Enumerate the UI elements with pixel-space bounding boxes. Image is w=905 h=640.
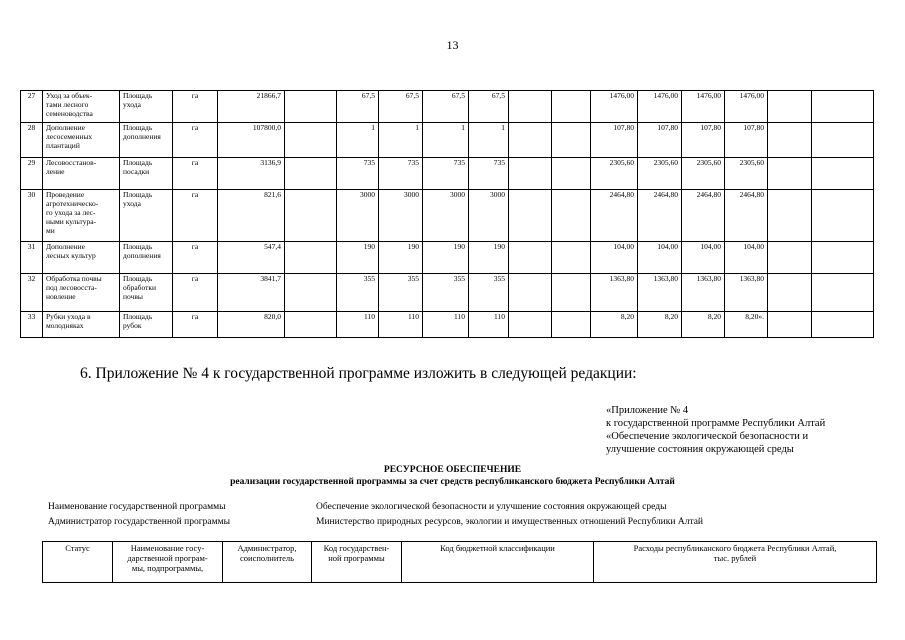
funding-cell: 2305,60 [591, 158, 638, 190]
volume-cell: 190 [423, 242, 469, 274]
volume-cell: 355 [469, 274, 509, 312]
volume-cell: 3000 [379, 190, 423, 242]
funding-cell: 104,00 [638, 242, 682, 274]
empty-cell [285, 123, 337, 158]
funding-cell: 2305,60 [682, 158, 725, 190]
row-number-cell: 33 [21, 312, 43, 338]
funding-cell: 107,80 [682, 123, 725, 158]
volume-cell: 190 [337, 242, 379, 274]
indicator-cell: Площадь посадки [120, 158, 173, 190]
funding-cell: 8,20 [638, 312, 682, 338]
table-row [21, 312, 874, 338]
funding-cell: 107,80 [725, 123, 768, 158]
appendix-line: к государственной программе Республики Алтай [606, 418, 826, 429]
base-value-cell: 21866,7 [218, 91, 285, 123]
funding-cell: 1363,80 [682, 274, 725, 312]
admin-label: Администратор государственной программы [48, 517, 230, 527]
appendix-line: «Обеспечение экологической безопасности и [606, 431, 809, 442]
empty-cell [509, 158, 552, 190]
header-budget-code: Код бюджетной классификации [402, 542, 594, 583]
empty-cell [768, 274, 812, 312]
empty-cell [768, 123, 812, 158]
activity-name-cell: Уход за объек- тами лесного семеноводства [43, 91, 120, 123]
funding-cell: 107,80 [638, 123, 682, 158]
volume-cell: 1 [469, 123, 509, 158]
activity-name-cell: Дополнение лесосеменных плантаций [43, 123, 120, 158]
empty-cell [552, 158, 591, 190]
indicator-cell: Площадь обработки почвы [120, 274, 173, 312]
funding-cell: 1476,00 [725, 91, 768, 123]
empty-cell [285, 190, 337, 242]
indicator-cell: Площадь дополнения [120, 242, 173, 274]
activity-name-cell: Рубки ухода в молодняках [43, 312, 120, 338]
volume-cell: 735 [469, 158, 509, 190]
indicator-cell: Площадь ухода [120, 190, 173, 242]
table-row [21, 158, 874, 190]
empty-cell [509, 123, 552, 158]
empty-cell [812, 158, 874, 190]
volume-cell: 355 [379, 274, 423, 312]
admin-value: Министерство природных ресурсов, экологии и имущественных отношений Республики Алтай [316, 517, 704, 527]
row-number-cell: 32 [21, 274, 43, 312]
empty-cell [768, 312, 812, 338]
header-program-name: Наименование госу- дарственной програм- мы, подпрограммы, [113, 542, 223, 583]
header-expenses: Расходы республиканского бюджета Республики Алтай, тыс. рублей [594, 542, 877, 583]
unit-cell: га [173, 274, 218, 312]
volume-cell: 355 [337, 274, 379, 312]
appendix-line: «Приложение № 4 [606, 405, 689, 416]
base-value-cell: 107800,0 [218, 123, 285, 158]
unit-cell: га [173, 123, 218, 158]
appendix-note [606, 404, 825, 456]
table-row [21, 123, 874, 158]
volume-cell: 67,5 [337, 91, 379, 123]
funding-cell: 8,20 [682, 312, 725, 338]
row-number-cell: 28 [21, 123, 43, 158]
row-number-cell: 31 [21, 242, 43, 274]
funding-cell: 8,20». [725, 312, 768, 338]
volume-cell: 110 [469, 312, 509, 338]
empty-cell [509, 91, 552, 123]
empty-cell [509, 312, 552, 338]
volume-cell: 110 [423, 312, 469, 338]
funding-cell: 104,00 [682, 242, 725, 274]
empty-cell [285, 274, 337, 312]
table-row [21, 91, 874, 123]
funding-cell: 2464,80 [638, 190, 682, 242]
unit-cell: га [173, 190, 218, 242]
header-program-code: Код государствен- ной программы [312, 542, 402, 583]
empty-cell [768, 91, 812, 123]
indicator-cell: Площадь ухода [120, 91, 173, 123]
empty-cell [812, 242, 874, 274]
volume-cell: 3000 [337, 190, 379, 242]
funding-cell: 2305,60 [725, 158, 768, 190]
funding-cell: 1476,00 [638, 91, 682, 123]
empty-cell [552, 242, 591, 274]
empty-cell [285, 91, 337, 123]
volume-cell: 1 [337, 123, 379, 158]
empty-cell [552, 123, 591, 158]
activity-name-cell: Обработка почвы под лесовосста- новление [43, 274, 120, 312]
appendix-line: улучшение состояния окружающей среды [606, 444, 794, 455]
volume-cell: 67,5 [469, 91, 509, 123]
volume-cell: 67,5 [423, 91, 469, 123]
table-row [21, 242, 874, 274]
volume-cell: 110 [337, 312, 379, 338]
unit-cell: га [173, 158, 218, 190]
row-number-cell: 30 [21, 190, 43, 242]
funding-cell: 104,00 [725, 242, 768, 274]
volume-cell: 67,5 [379, 91, 423, 123]
empty-cell [509, 242, 552, 274]
unit-cell: га [173, 312, 218, 338]
funding-cell: 8,20 [591, 312, 638, 338]
funding-cell: 2464,80 [682, 190, 725, 242]
empty-cell [552, 274, 591, 312]
empty-cell [509, 190, 552, 242]
program-label: Наименование государственной программы [48, 502, 226, 512]
empty-cell [768, 190, 812, 242]
indicator-cell: Площадь дополнения [120, 123, 173, 158]
row-number-cell: 29 [21, 158, 43, 190]
header-administrator: Администратор, соисполнитель [223, 542, 312, 583]
volume-cell: 190 [469, 242, 509, 274]
empty-cell [285, 312, 337, 338]
empty-cell [812, 274, 874, 312]
funding-cell: 1363,80 [725, 274, 768, 312]
funding-cell: 107,80 [591, 123, 638, 158]
funding-cell: 1363,80 [591, 274, 638, 312]
base-value-cell: 820,0 [218, 312, 285, 338]
volume-cell: 735 [423, 158, 469, 190]
empty-cell [285, 242, 337, 274]
funding-cell: 1476,00 [591, 91, 638, 123]
empty-cell [812, 312, 874, 338]
volume-cell: 355 [423, 274, 469, 312]
activity-name-cell: Проведение агротехническо- го ухода за лес- ными культура- ми [43, 190, 120, 242]
funding-cell: 2464,80 [591, 190, 638, 242]
funding-cell: 2464,80 [725, 190, 768, 242]
empty-cell [509, 274, 552, 312]
program-value: Обеспечение экологической безопасности и улучшение состояния окружающей среды [316, 502, 667, 512]
volume-cell: 190 [379, 242, 423, 274]
funding-cell: 1476,00 [682, 91, 725, 123]
volume-cell: 3000 [469, 190, 509, 242]
indicator-cell: Площадь рубок [120, 312, 173, 338]
empty-cell [812, 91, 874, 123]
table-header-row [43, 542, 877, 583]
base-value-cell: 547,4 [218, 242, 285, 274]
activity-name-cell: Лесовосстанов- ление [43, 158, 120, 190]
empty-cell [812, 190, 874, 242]
base-value-cell: 821,6 [218, 190, 285, 242]
section-heading: 6. Приложение № 4 к государственной программе изложить в следующей редакции: [80, 365, 637, 382]
empty-cell [552, 312, 591, 338]
empty-cell [812, 123, 874, 158]
volume-cell: 735 [379, 158, 423, 190]
volume-cell: 110 [379, 312, 423, 338]
funding-cell: 2305,60 [638, 158, 682, 190]
empty-cell [552, 91, 591, 123]
table-row [21, 190, 874, 242]
empty-cell [285, 158, 337, 190]
resource-title: РЕСУРСНОЕ ОБЕСПЕЧЕНИЕ [383, 465, 522, 475]
volume-cell: 1 [379, 123, 423, 158]
empty-cell [768, 242, 812, 274]
unit-cell: га [173, 242, 218, 274]
unit-cell: га [173, 91, 218, 123]
resource-table [42, 541, 877, 583]
header-status: Статус [43, 542, 113, 583]
activity-name-cell: Дополнение лесных культур [43, 242, 120, 274]
volume-cell: 735 [337, 158, 379, 190]
row-number-cell: 27 [21, 91, 43, 123]
base-value-cell: 3841,7 [218, 274, 285, 312]
empty-cell [552, 190, 591, 242]
funding-cell: 1363,80 [638, 274, 682, 312]
table-row [21, 274, 874, 312]
page-number: 13 [446, 38, 459, 52]
funding-cell: 104,00 [591, 242, 638, 274]
empty-cell [768, 158, 812, 190]
volume-cell: 1 [423, 123, 469, 158]
base-value-cell: 3136,9 [218, 158, 285, 190]
activities-table [20, 90, 874, 338]
volume-cell: 3000 [423, 190, 469, 242]
resource-subtitle: реализации государственной программы за счет средств республиканского бюджета Республики Алтай [230, 477, 675, 487]
